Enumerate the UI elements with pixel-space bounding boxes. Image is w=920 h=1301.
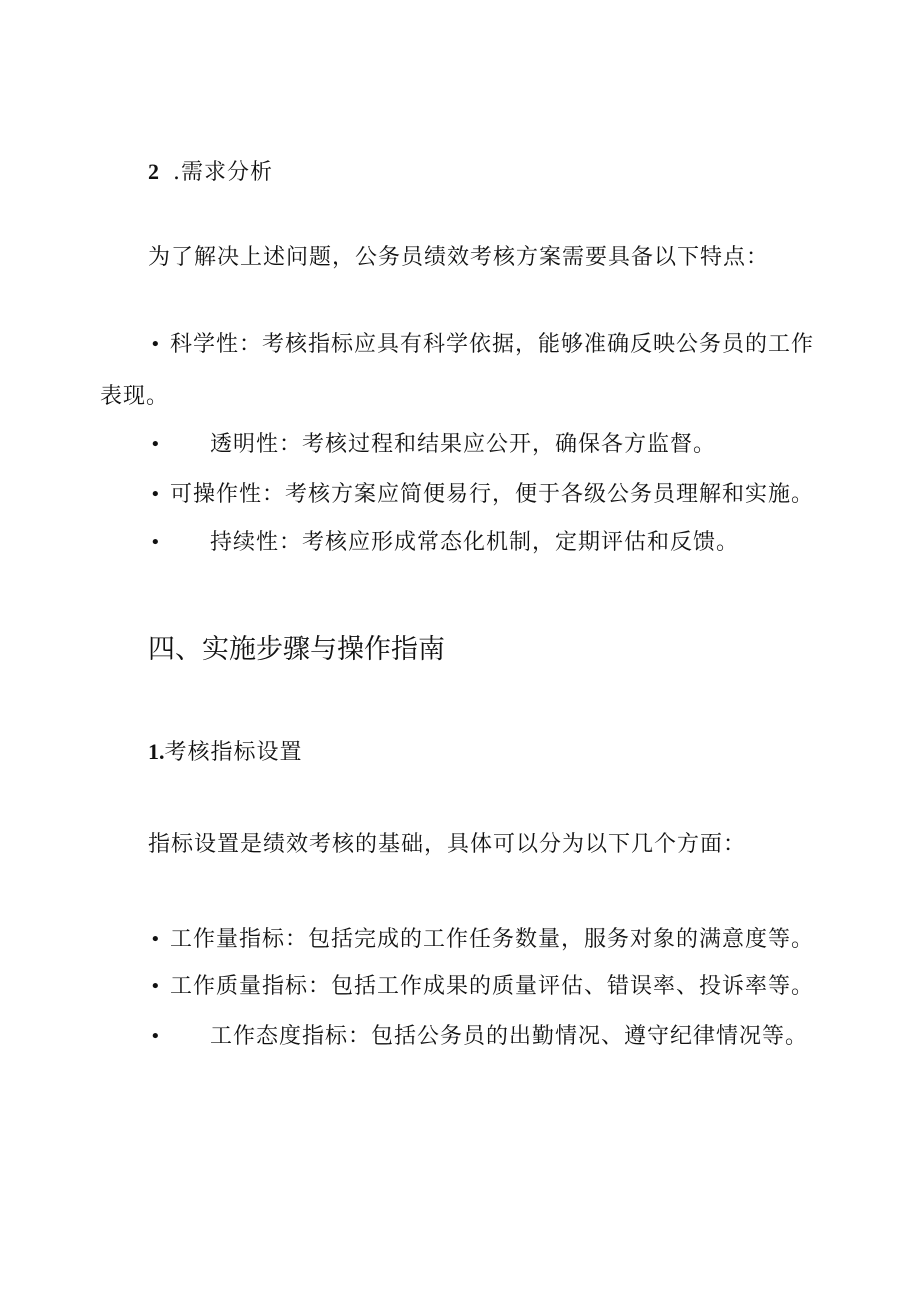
feature-item-2: 透明性：考核过程和结果应公开，确保各方监督。 <box>210 432 717 457</box>
section-2-number: 2 <box>148 159 159 184</box>
feature-item-3: 可操作性：考核方案应简便易行，便于各级公务员理解和实施。 <box>170 482 815 507</box>
section-2-heading <box>148 157 273 188</box>
feature-item-1-line2: 表现。 <box>100 384 170 409</box>
bullet-icon: • <box>150 532 161 553</box>
intro-paragraph: 为了解决上述问题，公务员绩效考核方案需要具备以下特点： <box>148 245 770 270</box>
section-1-title: 考核指标设置 <box>164 740 303 765</box>
indicator-item-1: 工作量指标：包括完成的工作任务数量，服务对象的满意度等。 <box>170 927 815 952</box>
feature-item-4: 持续性：考核应形成常态化机制，定期评估和反馈。 <box>210 530 740 555</box>
feature-item-1-line1: 科学性：考核指标应具有科学依据，能够准确反映公务员的工作 <box>170 332 815 357</box>
section-1-intro: 指标设置是绩效考核的基础，具体可以分为以下几个方面： <box>148 832 747 857</box>
section-1-heading <box>148 737 303 768</box>
section-2-title: .需求分析 <box>173 160 273 185</box>
bullet-icon: • <box>150 484 161 505</box>
section-1-number: 1. <box>148 739 165 764</box>
indicator-item-2: 工作质量指标：包括工作成果的质量评估、错误率、投诉率等。 <box>170 974 815 999</box>
bullet-icon: • <box>150 976 161 997</box>
chapter-4-heading: 四、实施步骤与操作指南 <box>148 634 445 665</box>
bullet-icon: • <box>150 334 161 355</box>
bullet-icon: • <box>150 929 161 950</box>
bullet-icon: • <box>150 434 161 455</box>
bullet-icon: • <box>150 1026 161 1047</box>
indicator-item-3: 工作态度指标：包括公务员的出勤情况、遵守纪律情况等。 <box>210 1024 809 1049</box>
